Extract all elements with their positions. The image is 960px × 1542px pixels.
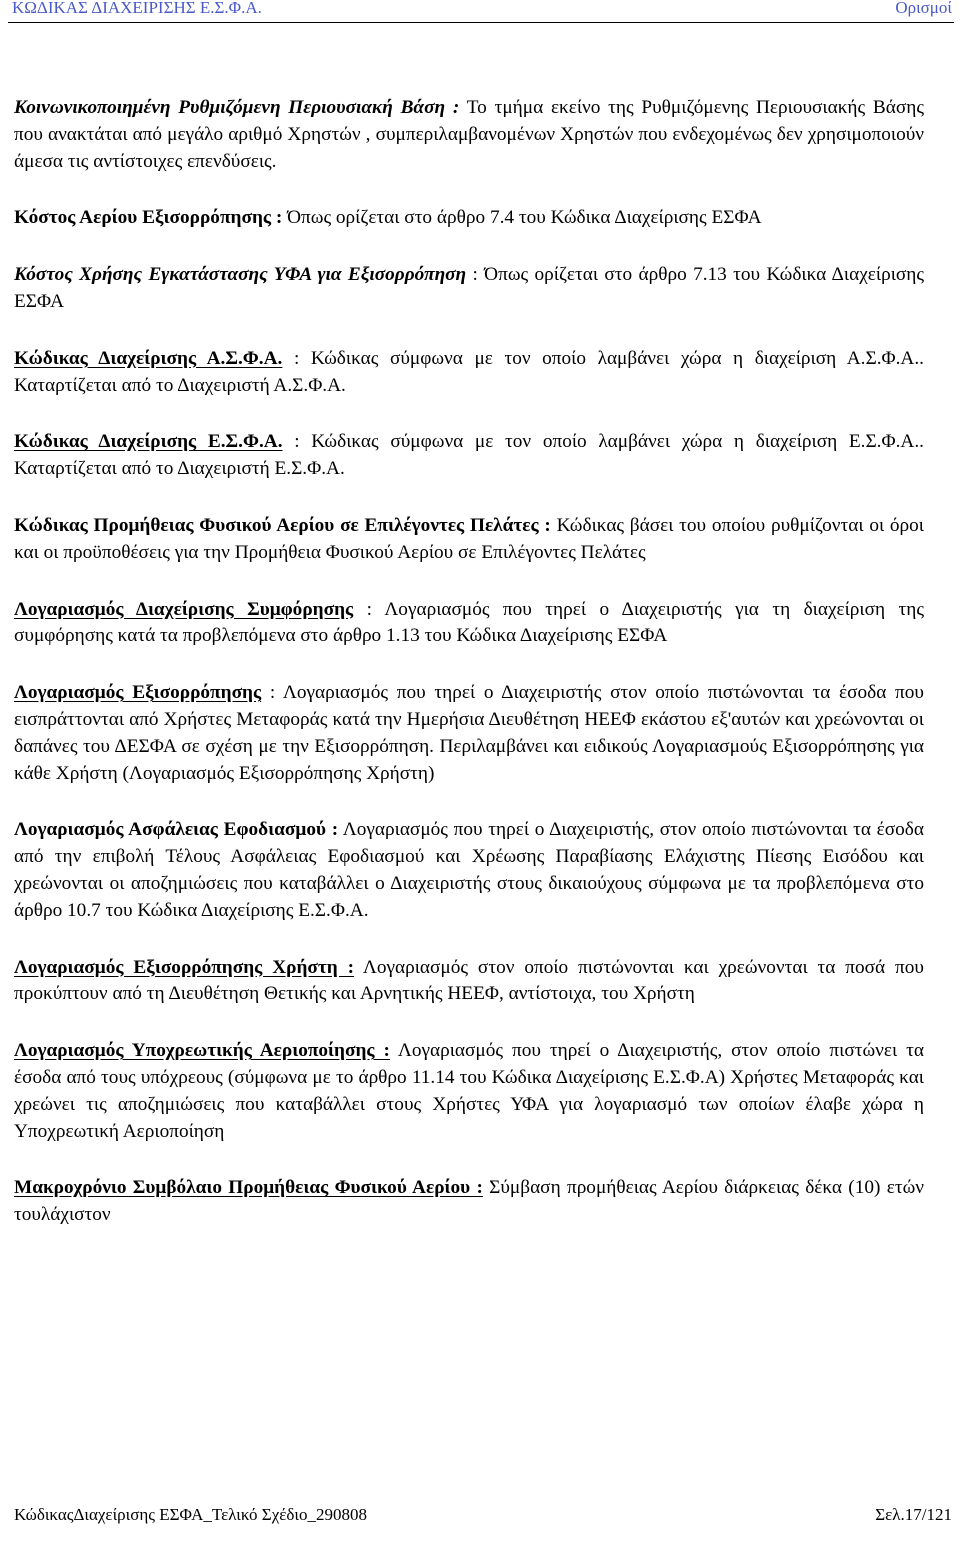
definition-text: Λογαριασμός στον οποίο πιστώνονται και χρεώνονται τα ποσά που προκύπτουν από τη Διευθέτηση Θετικής και Αρνητικής ΗΕΕΦ, αντίστοιχα, του Χρήστη	[14, 956, 924, 1005]
definition-text: Το τμήμα εκείνο της Ρυθμιζόμενης Περιουσιακής Βάσης που ανακτάται από μεγάλο αριθμό Χρηστών , συμπεριλαμβανομένων Χρηστών που ενδεχομένως δεν χρησιμοποιούν άμεσα τις αντίστοιχες επενδύσεις.	[14, 97, 924, 172]
definition-term: Λογαριασμός Διαχείρισης Συμφόρησης	[14, 598, 354, 620]
definition-text: : Όπως ορίζεται στο άρθρο 7.13 του Κώδικα Διαχείρισης ΕΣΦΑ	[14, 264, 924, 312]
definition-term: Λογαριασμός Ασφάλειας Εφοδιασμού :	[14, 819, 339, 841]
definition-term: Κώδικας Διαχείρισης Ε.Σ.Φ.Α.	[14, 431, 283, 453]
definition-entry	[14, 346, 924, 400]
definition-entry	[14, 1175, 924, 1229]
definition-term: Λογαριασμός Υποχρεωτικής Αεριοποίησης :	[14, 1040, 390, 1062]
page-footer	[14, 1505, 952, 1525]
definition-entry	[14, 95, 924, 175]
definition-term: Λογαριασμός Εξισορρόπησης	[14, 682, 262, 704]
definition-text: Κώδικας βάσει του οποίου ρυθμίζονται οι όροι και οι προϋποθέσεις για την Προμήθεια Φυσικού Αερίου σε Επιλέγοντες Πελάτες	[14, 514, 924, 563]
definition-text: : Λογαριασμός που τηρεί ο Διαχειριστής στον οποίο πιστώνονται τα έσοδα που εισπράττονται από Χρήστες Μεταφοράς κατά την Ημερήσια Διευθέτηση ΗΕΕΦ εκάστου εξ'αυτών και χρεώνονται οι δαπάνες του ΔΕΣΦΑ σε σχέση με την Εξισορρόπηση. Περιλαμβάνει και ειδικούς Λογαριασμούς Εξισορρόπησης για κάθε Χρήστη (Λογαριασμός Εξισορρόπησης Χρήστη)	[14, 682, 924, 784]
definition-text: Όπως ορίζεται στο άρθρο 7.4 του Κώδικα Διαχείρισης ΕΣΦΑ	[282, 207, 762, 229]
definitions-list	[14, 95, 924, 1229]
definition-entry	[14, 205, 924, 232]
definition-term: Κοινωνικοποιημένη Ρυθμιζόμενη Περιουσιακή Βάση :	[14, 97, 460, 118]
definition-text: : Κώδικας σύμφωνα με τον οποίο λαμβάνει χώρα η διαχείριση Ε.Σ.Φ.Α.. Καταρτίζεται από το Διαχειριστή Ε.Σ.Φ.Α.	[14, 431, 924, 480]
definition-entry	[14, 1038, 924, 1145]
page-number: Σελ.17/121	[875, 1505, 952, 1524]
definition-term: Κώδικας Προμήθειας Φυσικού Αερίου σε Επιλέγοντες Πελάτες :	[14, 514, 551, 536]
definition-text: Λογαριασμός που τηρεί ο Διαχειριστής, στον οποίο πιστώνει τα έσοδα από τους υπόχρεους (σύμφωνα με το άρθρο 11.14 του Κώδικα Διαχείρισης Ε.Σ.Φ.Α) Χρήστες Μεταφοράς και χρεώνει τις αποζημιώσεις που καταβάλλει στους Χρήστες ΥΦΑ για λογαριασμό των οποίων έλαβε χώρα η Υποχρεωτική Αεριοποίηση	[14, 1040, 924, 1142]
definition-entry	[14, 955, 924, 1009]
footer-document-name: ΚώδικαςΔιαχείρισης ΕΣΦΑ_Τελικό Σχέδιο_290808	[14, 1505, 367, 1524]
definition-term: Λογαριασμός Εξισορρόπησης Χρήστη :	[14, 956, 355, 978]
definition-entry	[14, 680, 924, 787]
definition-text: Λογαριασμός που τηρεί ο Διαχειριστής, στον οποίο πιστώνονται τα έσοδα από την επιβολή Τέλους Ασφάλειας Εφοδιασμού και Χρέωσης Παραβίασης Ελάχιστης Πίεσης Εισόδου και χρεώνονται οι αποζημιώσεις που καταβάλλει ο Διαχειριστής στους δικαιούχους σύμφωνα με τα προβλεπόμενα στο άρθρο 10.7 του Κώδικα Διαχείρισης Ε.Σ.Φ.Α.	[14, 819, 924, 921]
definition-term: Μακροχρόνιο Συμβόλαιο Προμήθειας Φυσικού Αερίου :	[14, 1177, 483, 1199]
header-section: Ορισμοί	[895, 0, 952, 17]
definition-term: Κόστος Χρήσης Εγκατάστασης ΥΦΑ για Εξισορρόπηση	[14, 264, 467, 286]
definition-entry	[14, 262, 924, 316]
header-title: ΚΩΔΙΚΑΣ ΔΙΑΧΕΙΡΙΣΗΣ Ε.Σ.Φ.Α.	[12, 0, 262, 17]
definition-term: Κόστος Αερίου Εξισορρόπησης :	[14, 207, 283, 229]
definition-term: Κώδικας Διαχείρισης Α.Σ.Φ.Α.	[14, 347, 283, 369]
page-header	[8, 0, 954, 23]
definition-entry	[14, 817, 924, 924]
definition-entry	[14, 597, 924, 651]
definition-text: Σύμβαση προμήθειας Αερίου διάρκειας δέκα (10) ετών τουλάχιστον	[14, 1177, 924, 1226]
definition-text: : Λογαριασμός που τηρεί ο Διαχειριστής για τη διαχείριση της συμφόρησης κατά τα προβλεπόμενα στο άρθρο 1.13 του Κώδικα Διαχείρισης ΕΣΦΑ	[14, 598, 924, 647]
definition-entry	[14, 429, 924, 483]
definition-text: : Κώδικας σύμφωνα με τον οποίο λαμβάνει χώρα η διαχείριση Α.Σ.Φ.Α.. Καταρτίζεται από το Διαχειριστή Α.Σ.Φ.Α.	[14, 347, 924, 396]
definition-entry	[14, 513, 924, 567]
